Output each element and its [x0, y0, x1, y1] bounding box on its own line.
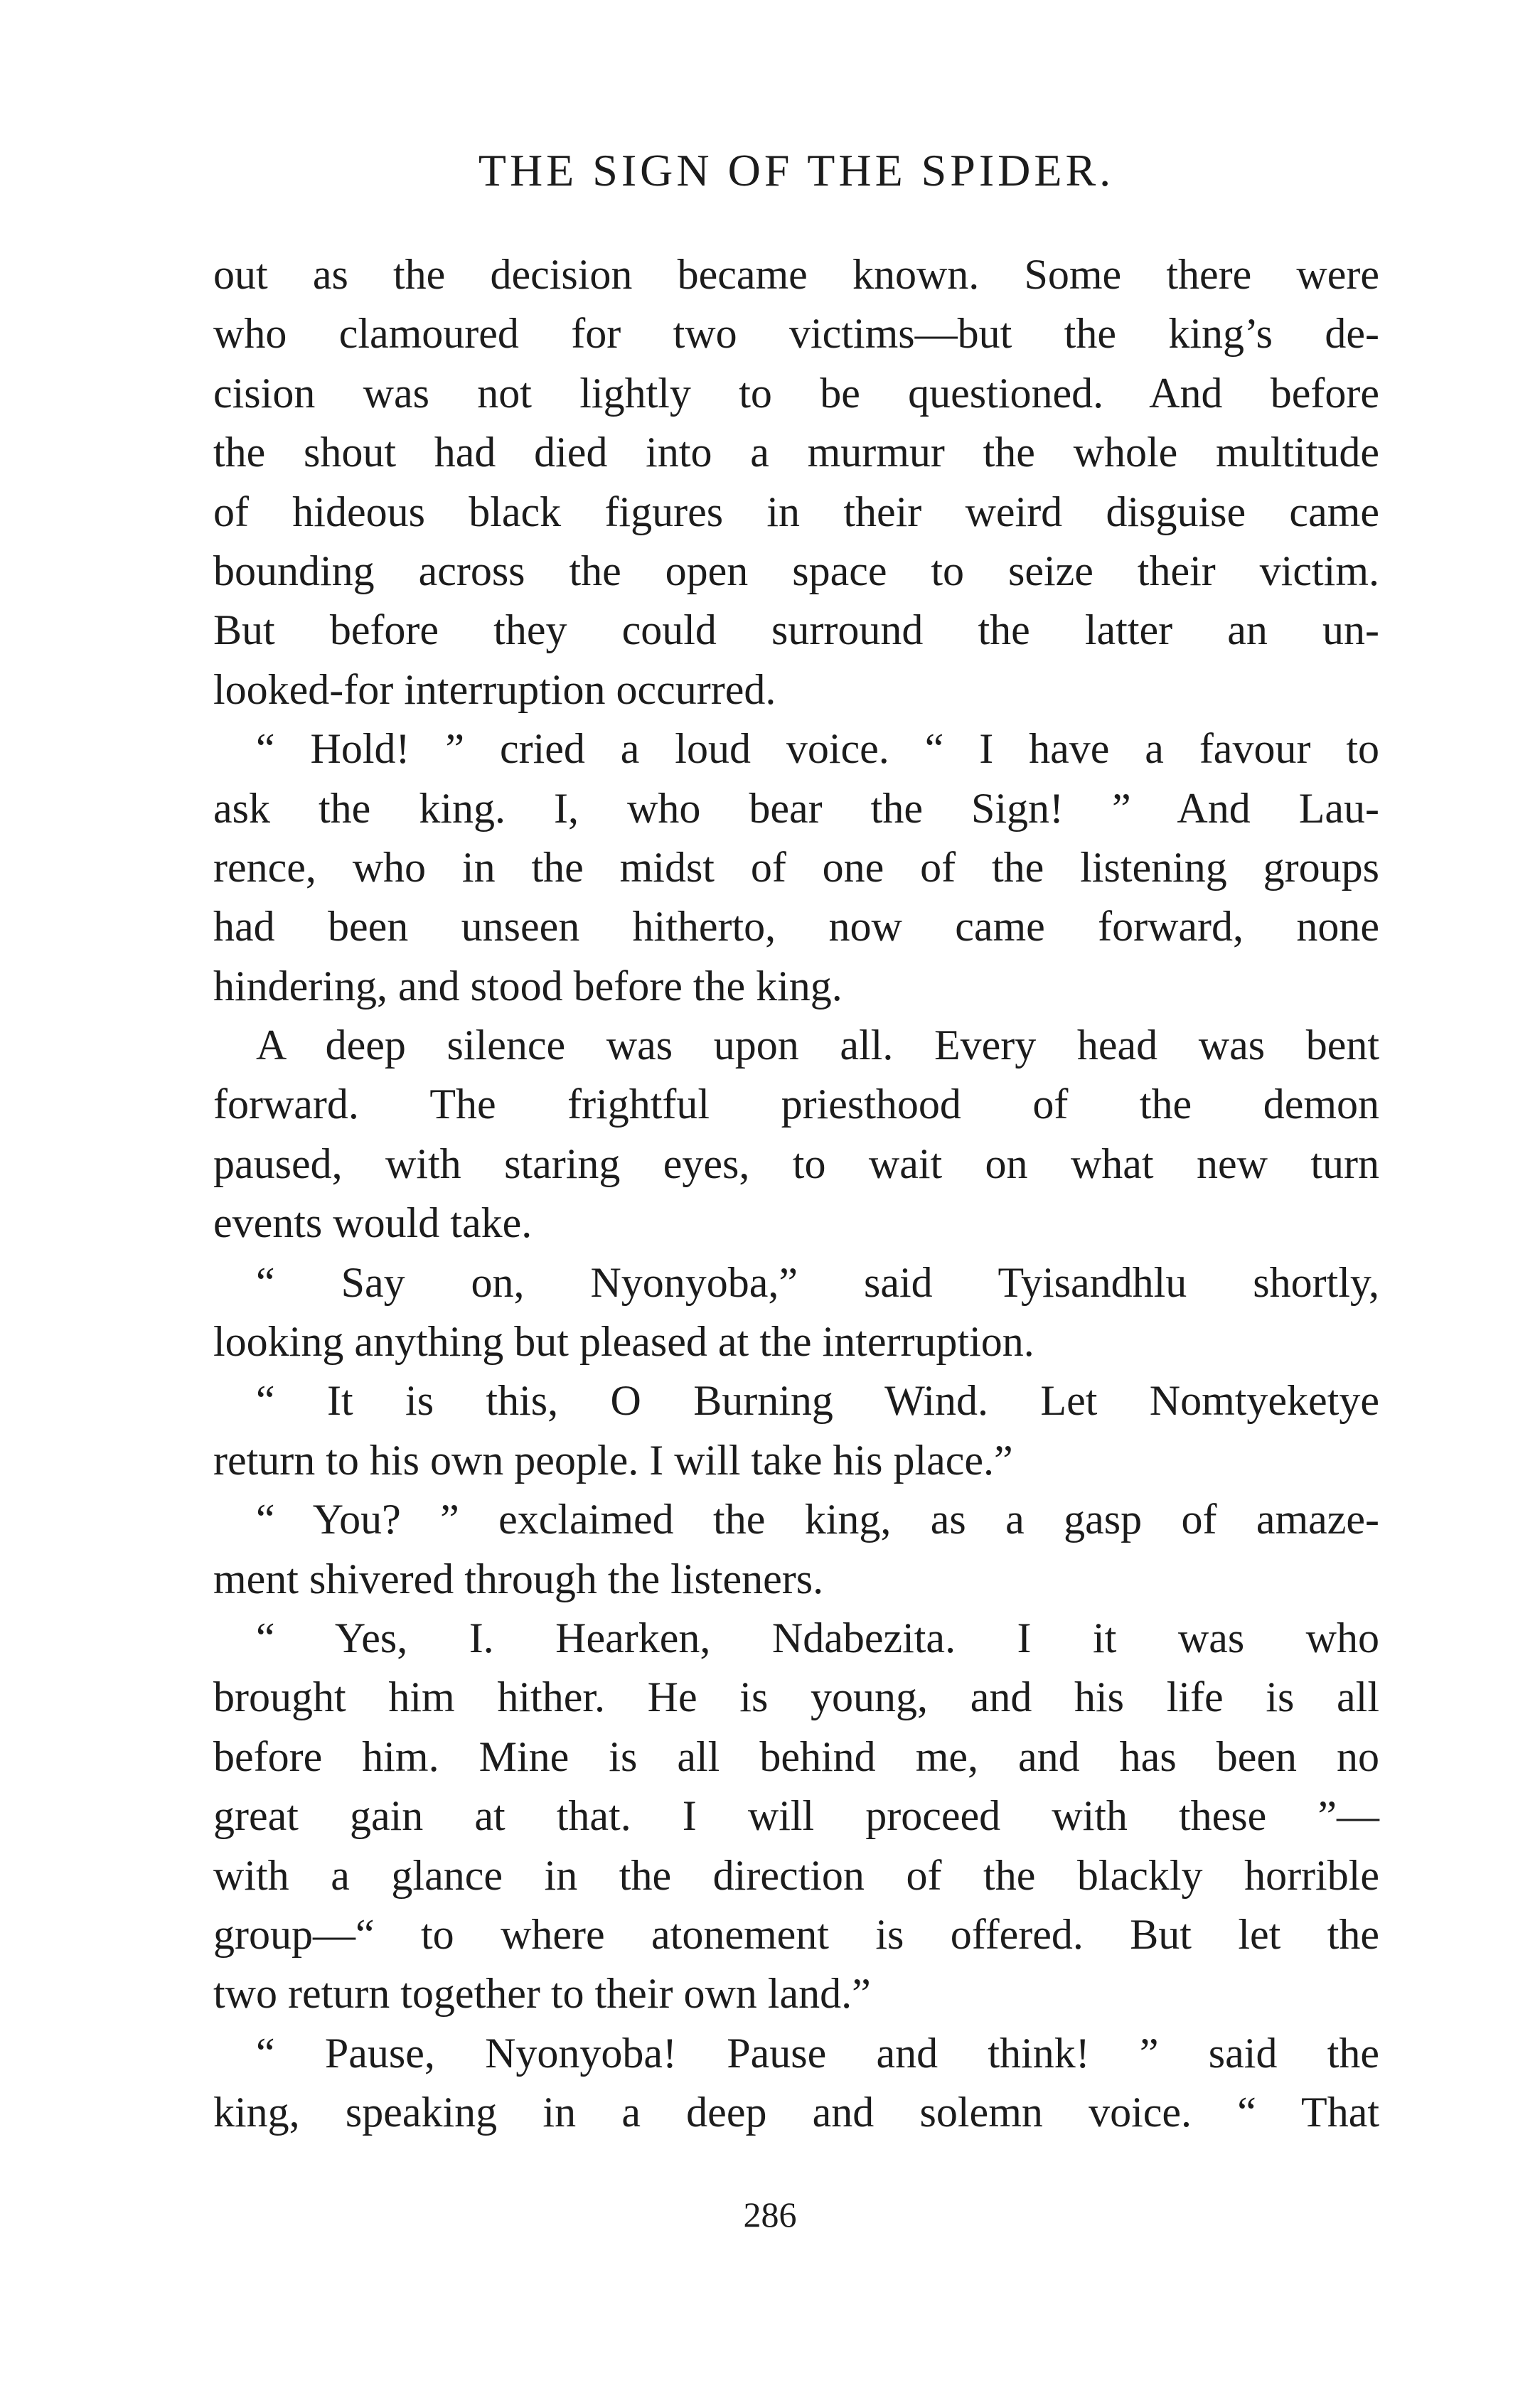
text-line: rence, who in the midst of one of the listening groups — [213, 843, 1379, 891]
text-line: two return together to their own land.” — [213, 1970, 871, 2018]
text-line: “ It is this, O Burning Wind. Let Nomtyeketye — [256, 1377, 1379, 1425]
text-line: “ Pause, Nyonyoba! Pause and think! ” said the — [256, 2029, 1379, 2077]
page-number: 286 — [743, 2195, 797, 2234]
text-line: of hideous black figures in their weird disguise came — [213, 488, 1379, 535]
text-line: events would take. — [213, 1199, 533, 1247]
text-line: king, speaking in a deep and solemn voice. “ That — [213, 2089, 1379, 2136]
text-line: the shout had died into a murmur the whole multitude — [213, 429, 1379, 476]
text-line: hindering, and stood before the king. — [213, 962, 843, 1010]
text-line: looked-for interruption occurred. — [213, 665, 776, 713]
text-line: brought him hither. He is young, and his life is all — [213, 1674, 1379, 1721]
text-line: But before they could surround the latter an un- — [213, 606, 1379, 654]
text-line: great gain at that. I will proceed with these ”— — [213, 1792, 1379, 1840]
text-line: with a glance in the direction of the blackly horrible — [213, 1851, 1379, 1899]
text-line: “ You? ” exclaimed the king, as a gasp of amaze- — [256, 1496, 1379, 1543]
text-line: bounding across the open space to seize their victim. — [213, 547, 1379, 594]
text-line: forward. The frightful priesthood of the demon — [213, 1081, 1379, 1128]
text-line: group—“ to where atonement is offered. But let the — [213, 1910, 1379, 1958]
text-line: paused, with staring eyes, to wait on what new turn — [213, 1140, 1379, 1187]
text-line: return to his own people. I will take his place.” — [213, 1436, 1013, 1484]
text-line: looking anything but pleased at the interruption. — [213, 1318, 1034, 1366]
text-line: out as the decision became known. Some there were — [213, 251, 1379, 298]
text-line: “ Say on, Nyonyoba,” said Tyisandhlu shortly, — [256, 1258, 1379, 1306]
text-line: ment shivered through the listeners. — [213, 1555, 824, 1602]
text-line: before him. Mine is all behind me, and has been no — [213, 1733, 1379, 1780]
text-line: “ Hold! ” cried a loud voice. “ I have a favour to — [256, 725, 1379, 773]
text-line: A deep silence was upon all. Every head was bent — [256, 1022, 1379, 1069]
running-head: THE SIGN OF THE SPIDER. — [478, 145, 1115, 196]
text-line: had been unseen hitherto, now came forward, none — [213, 903, 1379, 951]
text-line: ask the king. I, who bear the Sign! ” And Lau- — [213, 784, 1379, 832]
text-line: who clamoured for two victims—but the king’s de- — [213, 310, 1379, 358]
body-text — [213, 245, 1379, 2143]
text-line: “ Yes, I. Hearken, Ndabezita. I it was who — [256, 1614, 1379, 1661]
text-line: cision was not lightly to be questioned. And before — [213, 369, 1379, 417]
